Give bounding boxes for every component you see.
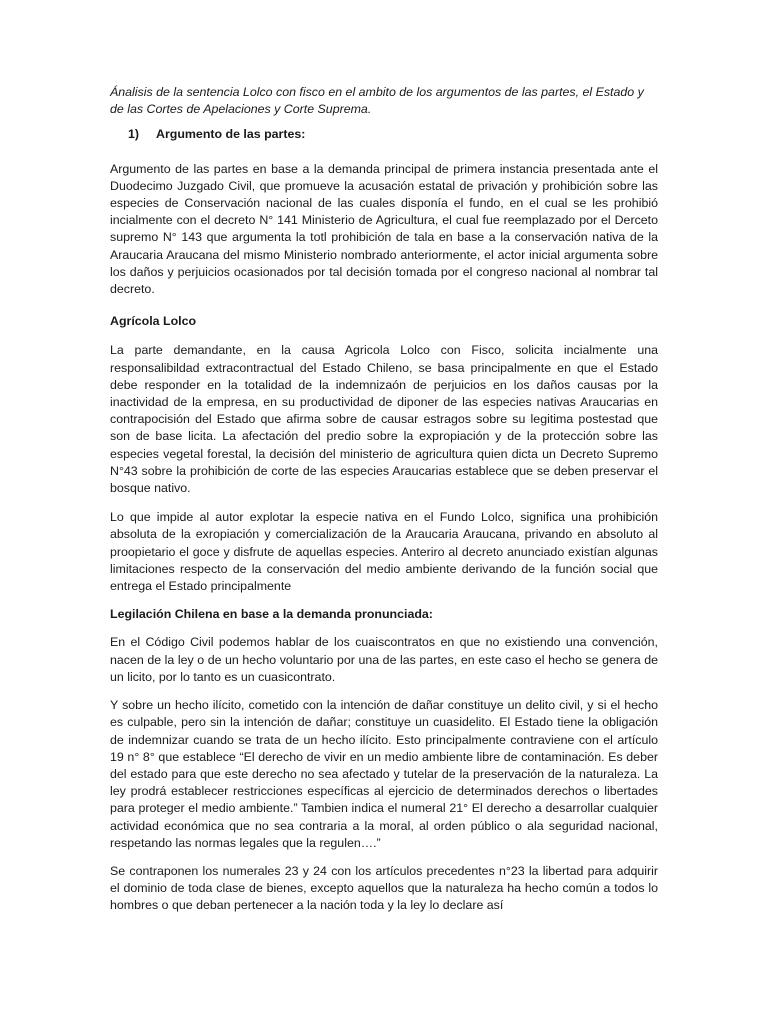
subheading-agricola-lolco: Agrícola Lolco xyxy=(110,314,197,329)
section-number: 1) xyxy=(128,127,140,142)
document-page xyxy=(110,84,658,925)
subheading-legislacion: Legilación Chilena en base a la demanda pronunciada: xyxy=(110,607,433,622)
paragraph-lolco-2: Lo que impide al autor explotar la especie nativa en el Fundo Lolco, significa una prohibición absoluta de la exropiación y comercialización de la Araucaria Araucana, privando en absoluto al proopietario el goce y disfrute de aquellas especies. Anteriro al decreto anunciado existían algunas limitaciones respecto de la conservación del medio ambiente derivando de la función social que entrega el Estado principalmente xyxy=(110,510,658,594)
paragraph-legislacion-1: En el Código Civil podemos hablar de los cuaiscontratos en que no existiendo una convención, nacen de la ley o de un hecho voluntario por una de las partes, en este caso el hecho se genera de un licito, por lo tanto es un cuasicontrato. xyxy=(110,635,658,684)
paragraph-intro: Argumento de las partes en base a la demanda principal de primera instancia presentada ante el Duodecimo Juzgado Civil, que promueve la acusación estatal de privación y prohibición sobre las especies de Conservación nacional de las cuales disponía el fundo, en el cual se les prohibió incialmente con el decreto N° 141 Ministerio de Agricultura, el cual fue reemplazado por el Derceto supremo N° 143 que argumenta la totl prohibición de tala en base a la conservación nativa de la Araucaria Araucana del mismo Ministerio nombrado anteriormente, el actor inicial argumenta sobre los daños y perjuicios ocasionados por tal decisión tomada por el congreso nacional al nombrar tal decreto. xyxy=(110,161,658,297)
section-heading xyxy=(128,126,658,143)
paragraph-legislacion-2: Y sobre un hecho ilícito, cometido con la intención de dañar constituye un delito civil, y si el hecho es culpable, pero sin la intención de dañar; constituye un cuasidelito. El Estado tiene la obligación de indemnizar cuando se trata de un hecho ilícito. Esto principalmente contraviene con el artículo 19 n° 8° que establece “El derecho de vivir en un medio ambiente libre de contaminación. Es deber del estado para que este derecho no sea afectado y tutelar de la preservación de la naturaleza. La ley prodrá establecer restricciones específicas al ejercicio de determinados derechos o libertades para proteger el medio ambiente.” Tambien indica el numeral 21° El derecho a desarrollar cualquier actividad económica que no sea contraria a la moral, al orden público o ala seguridad nacional, respetando las normas legales que la regulen….” xyxy=(110,698,658,850)
paragraph-legislacion-3: Se contraponen los numerales 23 y 24 con los artículos precedentes n°23 la libertad para adquirir el dominio de toda clase de bienes, excepto aquellos que la naturaleza ha hecho común a todos lo hombres o que deban pertenecer a la nación toda y la ley lo declare así xyxy=(110,863,658,913)
paragraph-lolco-1: La parte demandante, en la causa Agricola Lolco con Fisco, solicita incialmente una responsalibildad extracontractual del Estado Chileno, se basa principalmente en que el Estado debe responder en la totalidad de la indemnizaón de perjuicios en los daños causas por la inactividad de la empresa, en su productividad de diponer de las especies nativas Araucarias en contrapocisión del Estado que afirma sobre de causar estragos sobre su legitima postestad que son de base licita. La afectación del predio sobre la expropiación y de la protección sobre las especies vegetal forestal, la decisión del ministerio de agricultura quien dicta un Decreto Supremo N°43 sobre la prohibición de corte de las especies Araucarias establece que se deben preservar el bosque nativo. xyxy=(110,343,658,496)
section-heading-text: Argumento de las partes: xyxy=(156,127,306,142)
document-title: Ánalisis de la sentencia Lolco con fisco en el ambito de los argumentos de las partes, el Estado y de las Cortes de Apelaciones y Corte Suprema. xyxy=(110,85,644,117)
